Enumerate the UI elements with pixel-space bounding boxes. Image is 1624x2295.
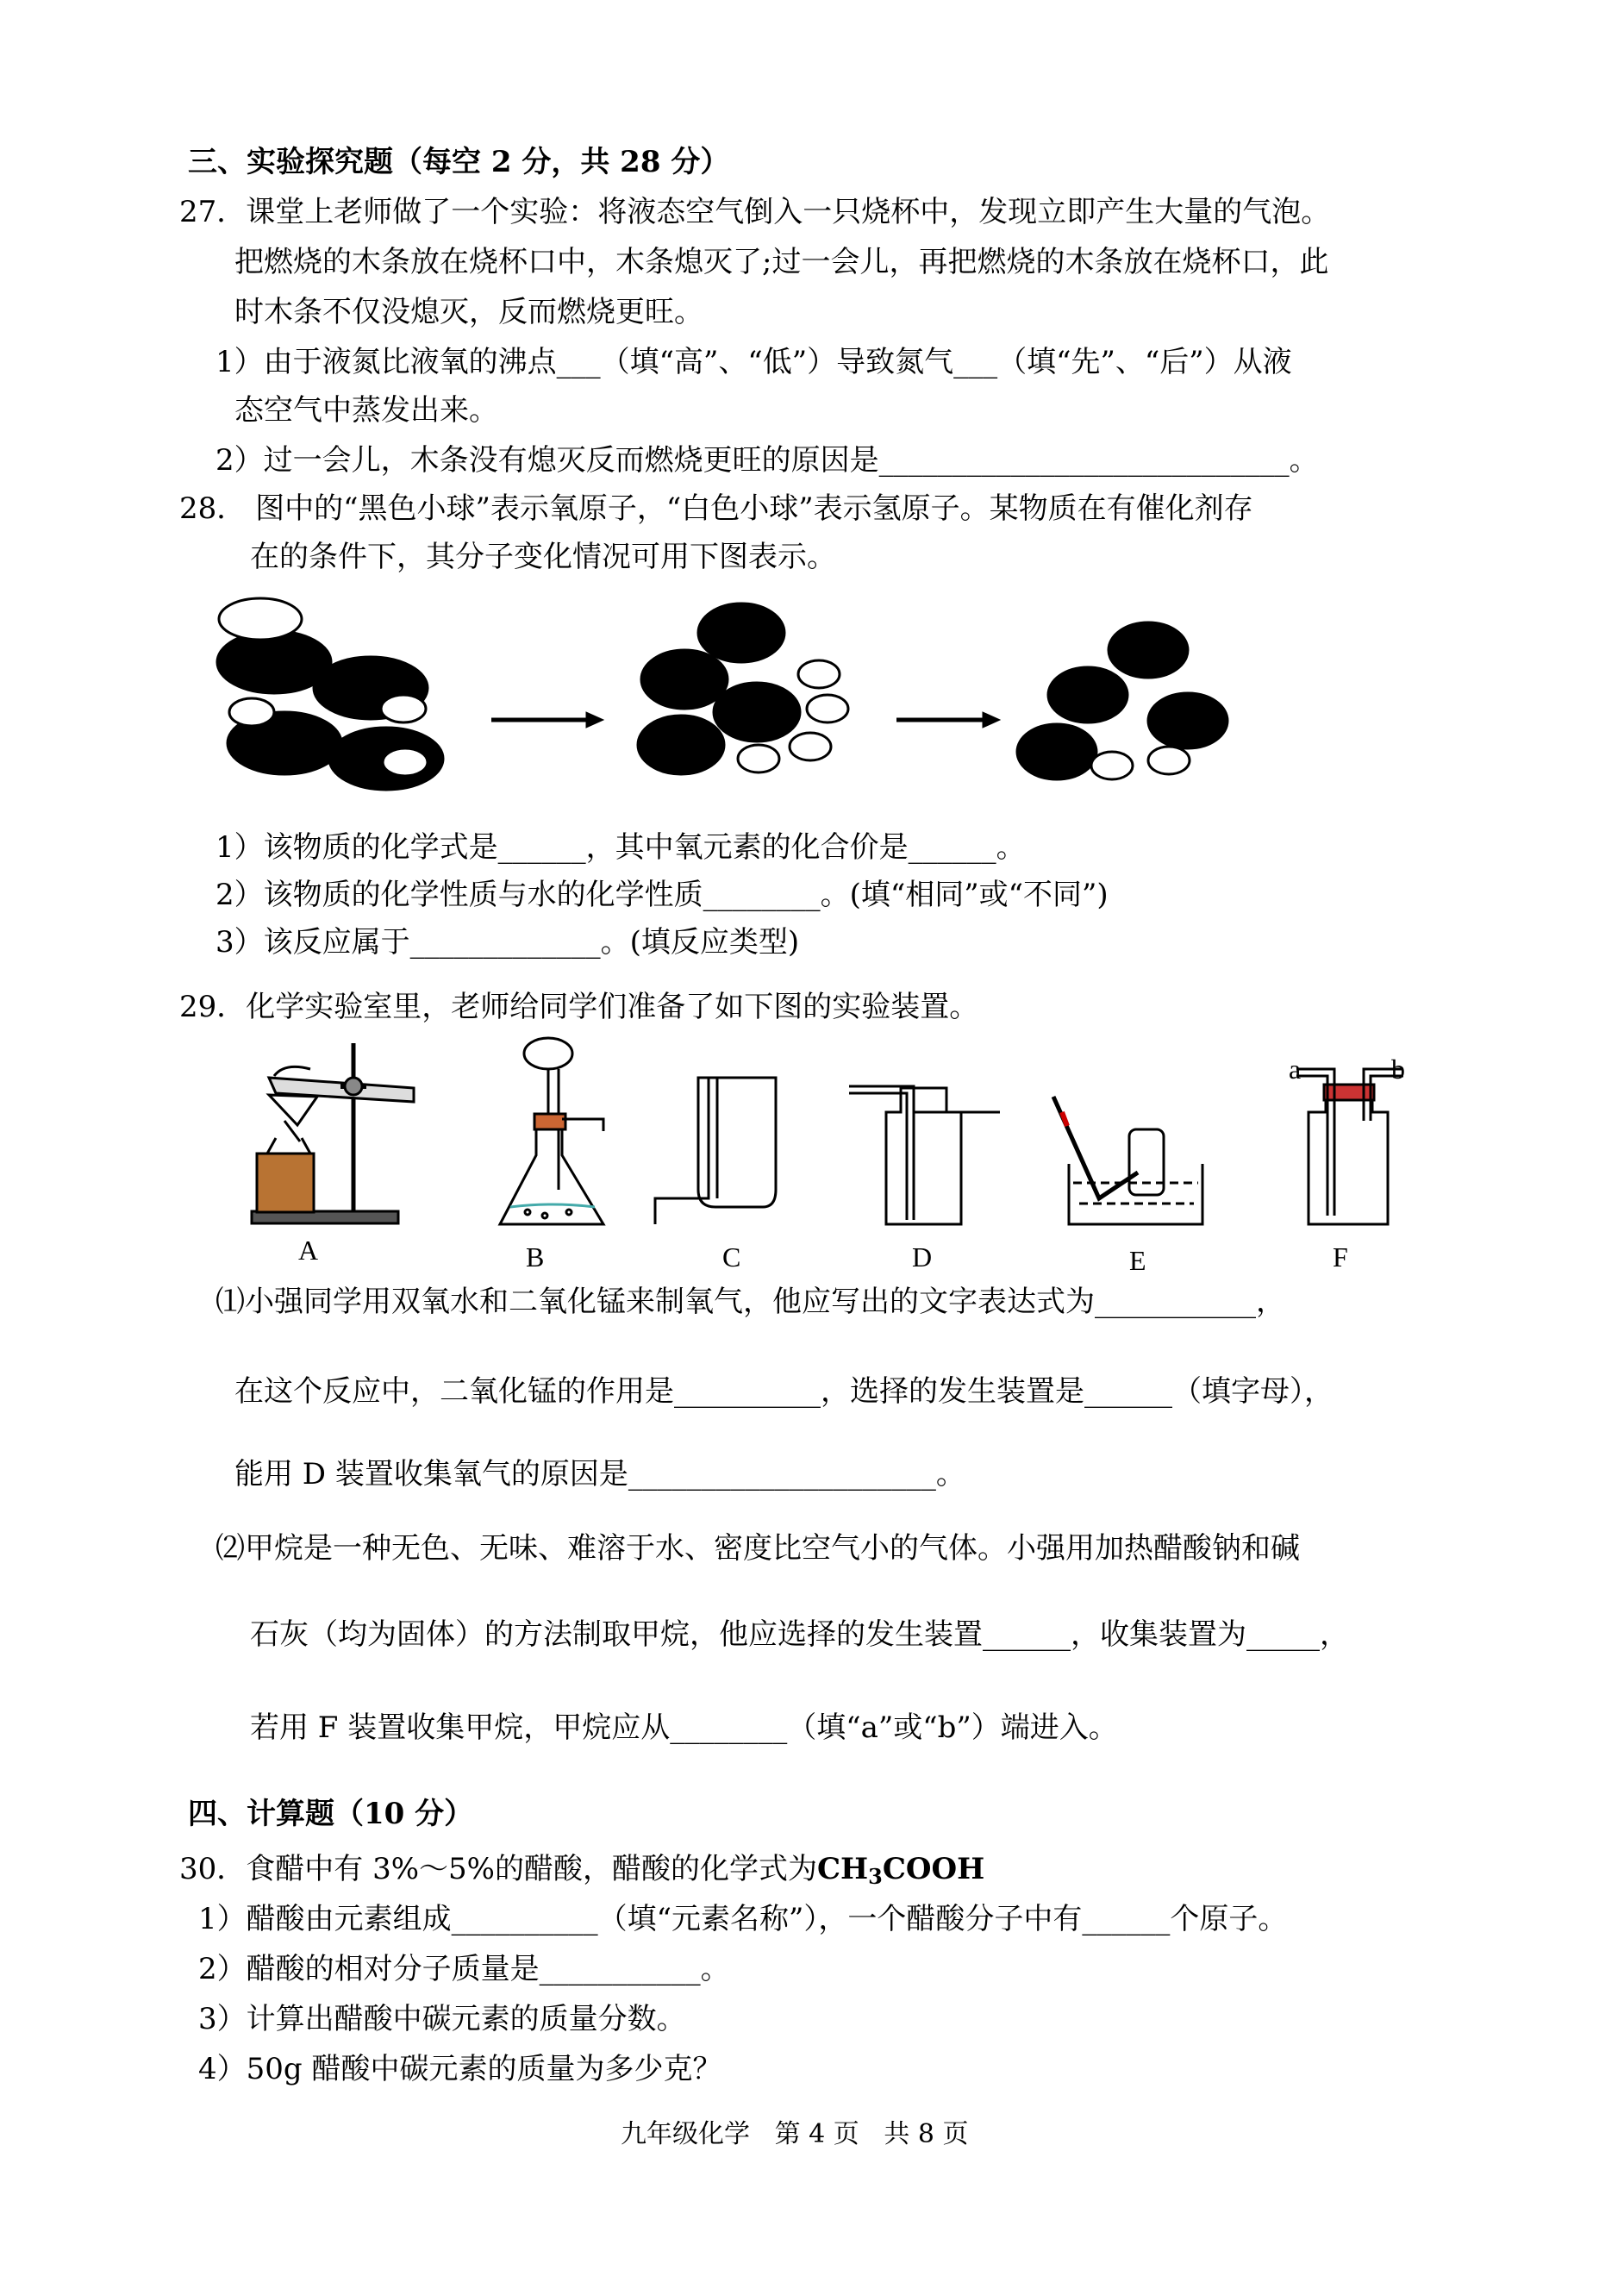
hydrogen-atom [219,598,302,640]
hydrogen-atom [383,748,428,776]
apparatus-label-f: F [1333,1241,1348,1273]
oxygen-atom [314,657,428,719]
apparatus-a [252,1043,414,1223]
q27-line3: 时木条不仅没熄灭，反而燃烧更旺。 [234,295,703,329]
hydrogen-atom [1091,752,1133,779]
hydrogen-atom [1148,747,1190,774]
q30-sub3: 3）计算出醋酸中碳元素的质量分数。 [198,2002,686,2036]
oxygen-atom [329,728,443,790]
q28-sub3: 3）该反应属于_____________。(填反应类型) [215,925,800,960]
q27-line1: 27．课堂上老师做了一个实验：将液态空气倒入一只烧杯中，发现立即产生大量的气泡。 [179,195,1331,229]
q28-line1: 28． 图中的“黑色小球”表示氧原子，“白色小球”表示氢原子。某物质在有催化剂存 [179,491,1253,526]
q28-sub1: 1）该物质的化学式是______，其中氧元素的化合价是______。 [215,830,1026,865]
oxygen-atom [1048,667,1127,722]
apparatus-label-e: E [1129,1245,1146,1276]
oxygen-atom [641,650,728,709]
port-a-label: a [1289,1054,1302,1085]
oxygen-atom [638,716,724,774]
q29-p2-line1: ⑵甲烷是一种无色、无味、难溶于水、密度比空气小的气体。小强用加热醋酸钠和碱 [215,1531,1300,1566]
page-footer: 九年级化学 第 4 页 共 8 页 [621,2119,969,2149]
hydrogen-atom [798,660,840,688]
hydrogen-atom [738,745,779,772]
hydrogen-atom [790,733,831,760]
q29-p2-line2: 石灰（均为固体）的方法制取甲烷，他应选择的发生装置______，收集装置为_____， [250,1617,1349,1652]
oxygen-atom [1109,622,1188,678]
apparatus-b [500,1038,603,1224]
q29-p1-line1: ⑴小强同学用双氧水和二氧化锰来制氧气，他应写出的文字表达式为___________， [215,1285,1285,1319]
hydrogen-atom [381,695,426,722]
q27-sub1-line2: 态空气中蒸发出来。 [234,393,498,428]
oxygen-atom [714,683,800,741]
apparatus-c [655,1078,776,1224]
oxygen-atom [217,631,331,693]
oxygen-atom [698,603,784,662]
section4-title: 四、计算题（10 分） [188,1797,474,1831]
q29-intro: 29．化学实验室里，老师给同学们准备了如下图的实验装置。 [179,990,979,1024]
apparatus-e [1053,1097,1202,1224]
acetic-acid-formula: CH3COOH [816,1852,985,1889]
hydrogen-atom [807,695,848,722]
apparatus-label-d: D [912,1241,933,1273]
apparatus-label-c: C [722,1241,741,1273]
apparatus-f [1296,1069,1403,1224]
q28-sub2: 2）该物质的化学性质与水的化学性质________。(填“相同”或“不同”) [215,878,1109,912]
oxygen-atom [1148,693,1227,748]
q29-p1-line2: 在这个反应中，二氧化锰的作用是__________，选择的发生装置是______（填字母）， [234,1374,1334,1409]
apparatus-label-a: A [298,1235,319,1266]
q30-sub4: 4）50g 醋酸中碳元素的质量为多少克？ [198,2052,722,2086]
section3-title: 三、实验探究题（每空 2 分，共 28 分） [188,145,730,179]
q30-sub2: 2）醋酸的相对分子质量是___________。 [198,1952,730,1986]
oxygen-atom [1017,724,1096,779]
q27-sub2: 2）过一会儿，木条没有熄灭反而燃烧更旺的原因是____________________________。 [215,443,1319,478]
section3-points: （每空 2 分，共 28 分） [393,145,730,179]
q28-line2: 在的条件下，其分子变化情况可用下图表示。 [250,540,836,574]
oxygen-atom [228,712,341,774]
q29-p2-line3: 若用 F 装置收集甲烷，甲烷应从________（填“a”或“b”）端进入。 [250,1710,1118,1745]
q30-sub1: 1）醋酸由元素组成__________（填“元素名称”），一个醋酸分子中有______个原子。 [198,1902,1288,1936]
q27-line2: 把燃烧的木条放在烧杯口中，木条熄灭了;过一会儿，再把燃烧的木条放在烧杯口，此 [234,245,1329,279]
apparatus-label-b: B [526,1241,545,1273]
port-b-label: b [1391,1054,1405,1085]
q30-line1: 30．食醋中有 3%～5%的醋酸，醋酸的化学式为CH3COOH [179,1852,985,1889]
hydrogen-atom [229,698,274,726]
q27-sub1-line1: 1）由于液氮比液氧的沸点___（填“高”、“低”）导致氮气___（填“先”、“后”）从液 [215,345,1292,379]
apparatus-d [849,1086,1000,1224]
q29-p1-line3: 能用 D 装置收集氧气的原因是_____________________。 [234,1457,965,1491]
